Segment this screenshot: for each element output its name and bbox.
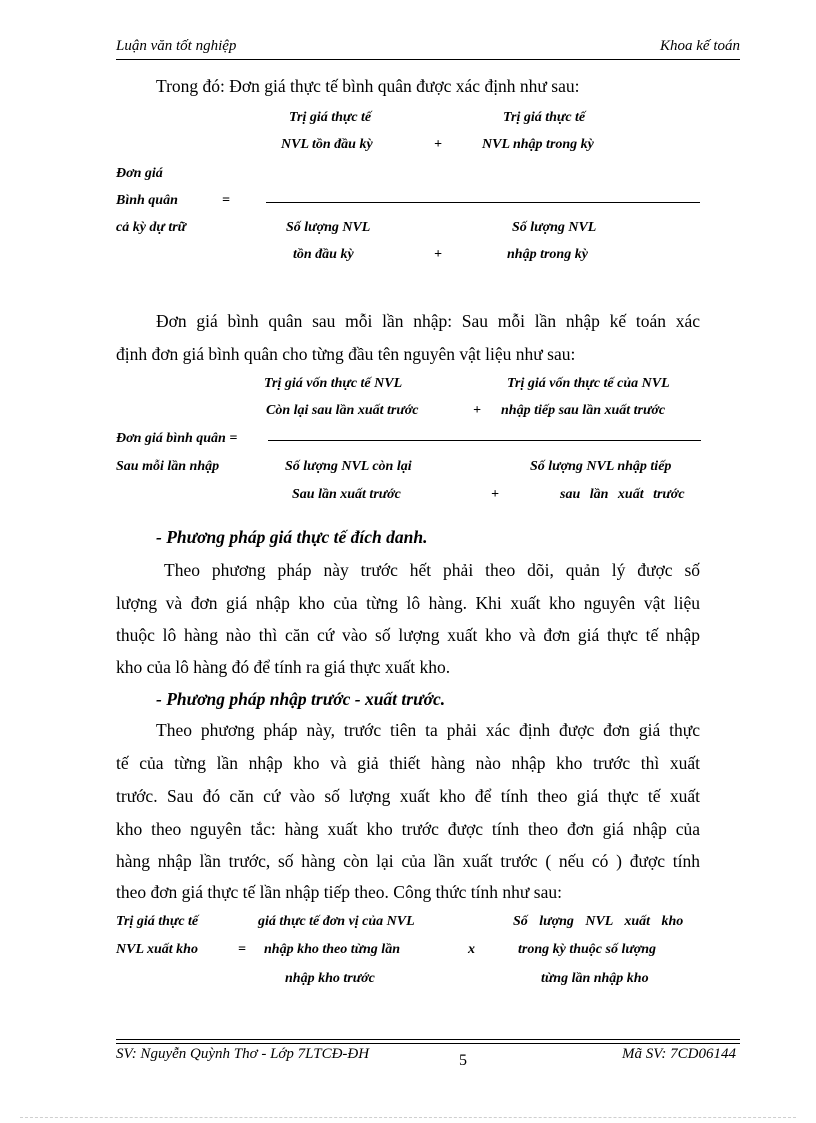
f3-right-2: trong kỳ thuộc số lượng	[518, 942, 657, 957]
f1-lhs-3: cả kỳ dự trữ	[116, 220, 187, 235]
section2-line: hàng nhập lần trước, số hàng còn lại của lần xuất trước ( nếu có ) được tính	[116, 851, 700, 871]
f1-lhs-2: Bình quân	[116, 193, 178, 208]
f2-lhs-1: Đơn giá bình quân =	[116, 431, 238, 446]
f1-numerator-a1: Trị giá thực tế	[289, 110, 372, 125]
section2-line: theo đơn giá thực tế lần nhập tiếp theo. Công thức tính như sau:	[116, 882, 562, 902]
f2-denominator-b2: sau lần xuất trước	[560, 487, 685, 502]
f3-right-1: Số lượng NVL xuất kho	[513, 914, 684, 929]
f2-numerator-a2: Còn lại sau lần xuất trước	[266, 403, 419, 418]
f1-numerator-b2: NVL nhập trong kỳ	[482, 137, 594, 152]
f2-numerator-a1: Trị giá vốn thực tế NVL	[264, 376, 403, 391]
f1-plus-top: +	[434, 137, 442, 152]
page-break-line	[20, 1117, 796, 1118]
footer-student-id: Mã SV: 7CD06144	[621, 1046, 736, 1062]
section1-line: kho của lô hàng đó để tính ra giá thực xuất kho.	[116, 657, 451, 677]
section2-line: trước. Sau đó căn cứ vào số lượng xuất kho để tính theo giá thực tế xuất	[116, 786, 700, 806]
page-number: 5	[459, 1052, 467, 1069]
f3-lhs-2: NVL xuất kho	[116, 942, 198, 957]
para2-line2: định đơn giá bình quân cho từng đầu tên nguyên vật liệu như sau:	[116, 344, 576, 364]
f1-denominator-b2: nhập trong kỳ	[507, 247, 588, 262]
f1-equals: =	[222, 193, 230, 208]
f2-plus-top: +	[473, 403, 481, 418]
f2-denominator-a1: Số lượng NVL còn lại	[285, 459, 412, 474]
f1-plus-bottom: +	[434, 247, 442, 262]
f3-right-3: từng lần nhập kho	[541, 971, 649, 986]
header-left: Luận văn tốt nghiệp	[116, 38, 237, 54]
header-right: Khoa kế toán	[660, 38, 740, 54]
footer-rule-top	[116, 1039, 740, 1040]
section2-line: tế của từng lần nhập kho và giả thiết hàng nào nhập kho trước thì xuất	[116, 753, 700, 773]
intro-text: Trong đó: Đơn giá thực tế bình quân được xác định như sau:	[156, 76, 580, 96]
f2-numerator-b2: nhập tiếp sau lần xuất trước	[501, 403, 666, 418]
section-fifo-title: - Phương pháp nhập trước - xuất trước.	[156, 689, 446, 709]
f1-denominator-b1: Số lượng NVL	[512, 220, 597, 235]
f1-lhs-1: Đơn giá	[116, 166, 163, 181]
f1-numerator-b1: Trị giá thực tế	[503, 110, 586, 125]
f3-middle-3: nhập kho trước	[285, 971, 375, 986]
footer-student: SV: Nguyễn Quỳnh Thơ - Lớp 7LTCĐ-ĐH	[116, 1046, 370, 1062]
f2-lhs-2: Sau mỗi lần nhập	[116, 459, 220, 474]
f2-plus-bottom: +	[491, 487, 499, 502]
f2-numerator-b1: Trị giá vốn thực tế của NVL	[507, 376, 670, 391]
f1-numerator-a2: NVL tồn đầu kỳ	[281, 137, 373, 152]
section2-line: kho theo nguyên tắc: hàng xuất kho trước được tính theo đơn giá nhập của	[116, 819, 700, 839]
f2-denominator-a2: Sau lần xuất trước	[292, 487, 401, 502]
header-rule	[116, 59, 740, 60]
f3-times: x	[468, 942, 475, 957]
section1-line: Theo phương pháp này trước hết phải theo dõi, quản lý được số	[164, 560, 700, 580]
f3-equals: =	[238, 942, 246, 957]
f2-denominator-b1: Số lượng NVL nhập tiếp	[530, 459, 672, 474]
f3-lhs-1: Trị giá thực tế	[116, 914, 199, 929]
para2-line1: Đơn giá bình quân sau mỗi lần nhập: Sau mỗi lần nhập kế toán xác	[156, 311, 700, 331]
section-specific-identification-title: - Phương pháp giá thực tế đích danh.	[156, 527, 428, 547]
f2-fraction-bar	[268, 440, 701, 441]
f1-denominator-a2: tồn đầu kỳ	[293, 247, 354, 262]
section1-line: thuộc lô hàng nào thì căn cứ vào số lượng xuất kho và đơn giá thực tế nhập	[116, 625, 700, 645]
f1-fraction-bar	[266, 202, 700, 203]
section1-line: lượng và đơn giá nhập kho của từng lô hàng. Khi xuất kho nguyên vật liệu	[116, 593, 700, 613]
f3-middle-1: giá thực tế đơn vị của NVL	[258, 914, 415, 929]
f1-denominator-a1: Số lượng NVL	[286, 220, 371, 235]
f3-middle-2: nhập kho theo từng lần	[264, 942, 400, 957]
section2-line: Theo phương pháp này, trước tiên ta phải xác định được đơn giá thực	[156, 720, 700, 740]
footer-rule-bottom	[116, 1043, 740, 1044]
